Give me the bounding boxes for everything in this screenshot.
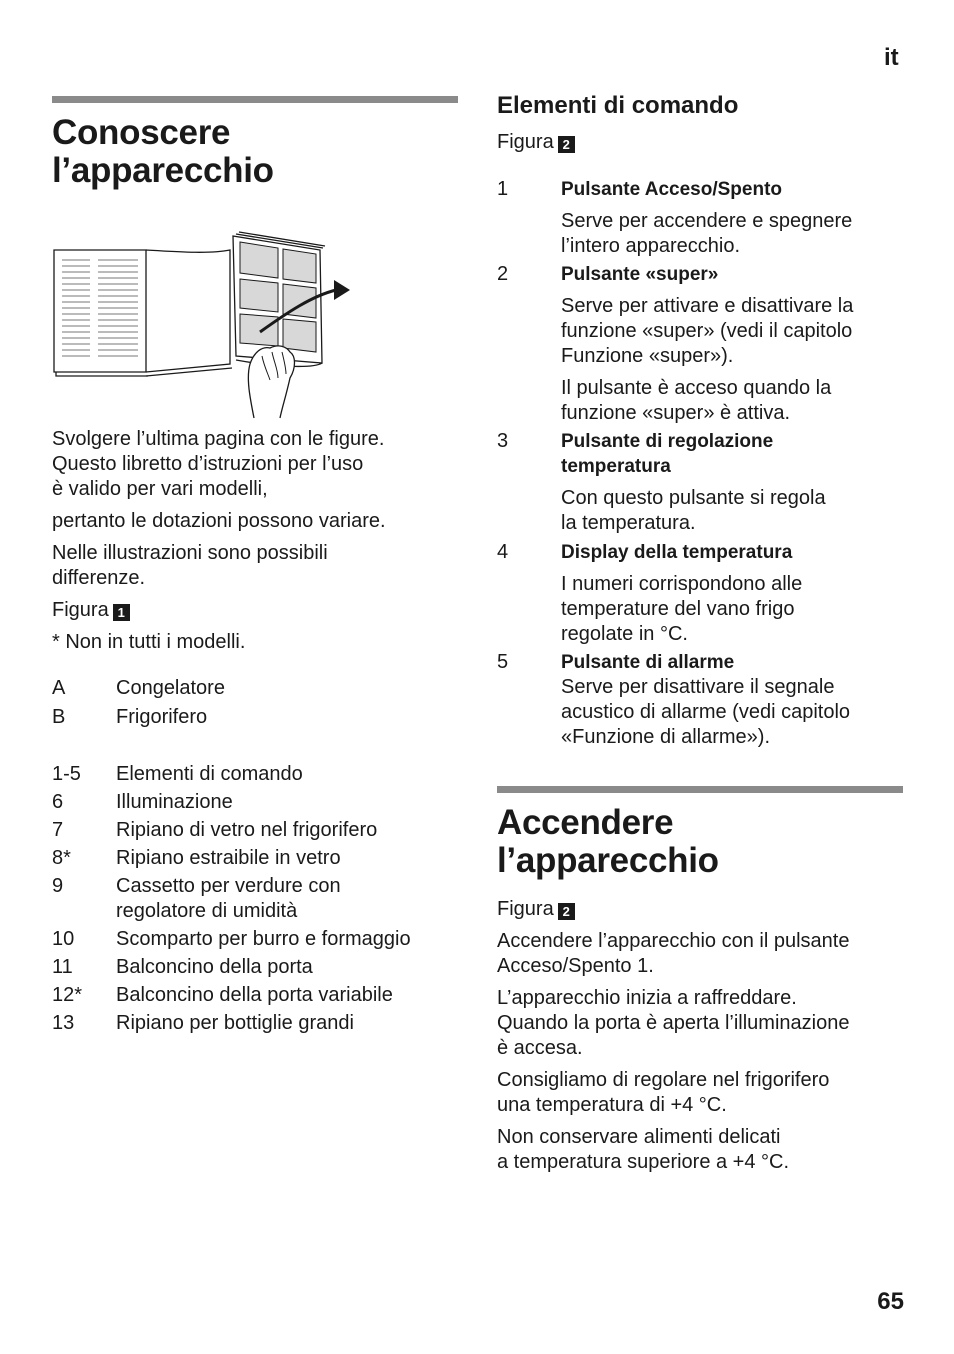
item-number: 5: [497, 651, 509, 673]
paragraph-line: una temperatura di +4 °C.: [497, 1094, 727, 1116]
switch-on-paragraph: [497, 1125, 907, 1175]
figure-number-badge: 2: [558, 903, 575, 920]
paragraph-line: Quando la porta è aperta l’illuminazione: [497, 1012, 850, 1034]
legend-row: [52, 705, 462, 734]
description-line: regolate in °C.: [561, 623, 688, 645]
intro-paragraph-2: pertanto le dotazioni possono variare.: [52, 510, 386, 532]
models-note: * Non in tutti i modelli.: [52, 631, 246, 653]
item-number: 1: [497, 178, 509, 200]
legend-key: 13: [52, 1012, 75, 1034]
section-title-conoscere: [52, 114, 274, 190]
legend-row: [52, 1011, 462, 1039]
legend-text: Balconcino della porta: [116, 956, 313, 978]
paragraph-line: Consigliamo di regolare nel frigorifero: [497, 1069, 830, 1091]
legend-row: [52, 818, 462, 846]
item-description-extra: [561, 376, 907, 426]
control-item-4: [497, 540, 907, 647]
paragraph-line: a temperatura superiore a +4 °C.: [497, 1151, 790, 1173]
item-title: Pulsante «super»: [561, 264, 719, 285]
control-item-2: [497, 262, 907, 426]
legend-key: 6: [52, 791, 64, 813]
legend-letters: [52, 676, 462, 734]
control-item-1: [497, 177, 907, 259]
legend-key: 1-5: [52, 763, 81, 785]
description-line: la temperatura.: [561, 512, 696, 534]
switch-on-paragraph: [497, 1068, 907, 1118]
legend-text: Frigorifero: [116, 706, 208, 728]
description-line: Funzione «super»).: [561, 345, 734, 367]
description-line: temperature del vano frigo: [561, 598, 795, 620]
item-title-line-2: temperatura: [561, 456, 671, 477]
section-rule-right: [497, 786, 903, 793]
legend-text: Cassetto per verdure con: [116, 875, 341, 897]
legend-row: [52, 762, 462, 790]
legend-row: [52, 899, 462, 927]
legend-text: Scomparto per burro e formaggio: [116, 928, 411, 950]
item-description: [561, 675, 907, 750]
control-item-5: [497, 650, 907, 750]
title-line-1: Accendere: [497, 803, 674, 842]
item-title: Display della temperatura: [561, 542, 793, 563]
description-line: funzione «super» è attiva.: [561, 402, 791, 424]
figura-label: Figura: [52, 599, 109, 621]
paragraph-line: è accesa.: [497, 1037, 583, 1059]
item-title: Pulsante di regolazione: [561, 431, 774, 452]
legend-text: Illuminazione: [116, 791, 233, 813]
figura-label: Figura: [497, 898, 554, 920]
legend-row: [52, 676, 462, 705]
item-description: [561, 572, 907, 647]
intro-line: è valido per vari modelli,: [52, 478, 268, 500]
paragraph-line: Non conservare alimenti delicati: [497, 1126, 781, 1148]
title-line-1: Conoscere: [52, 113, 231, 152]
legend-numbers: [52, 762, 462, 1039]
language-code: it: [884, 44, 899, 71]
paragraph-line: Accendere l’apparecchio con il pulsante: [497, 930, 850, 952]
description-line: Serve per disattivare il segnale: [561, 676, 835, 698]
legend-key: 8*: [52, 847, 71, 869]
item-number: 2: [497, 263, 509, 285]
intro-line: Questo libretto d’istruzioni per l’uso: [52, 453, 364, 475]
paragraph-line: Acceso/Spento 1.: [497, 955, 654, 977]
description-line: acustico di allarme (vedi capitolo: [561, 701, 851, 723]
item-title: Pulsante Acceso/Spento: [561, 179, 783, 200]
figure-number-badge: 1: [113, 604, 130, 621]
description-line: Il pulsante è acceso quando la: [561, 377, 832, 399]
legend-text: Balconcino della porta variabile: [116, 984, 393, 1006]
legend-text: regolatore di umidità: [116, 900, 298, 922]
page-number: 65: [877, 1288, 904, 1315]
description-line: l’intero apparecchio.: [561, 235, 740, 257]
section-title-accendere: [497, 804, 719, 880]
intro-line: differenze.: [52, 567, 146, 589]
intro-line: Nelle illustrazioni sono possibili: [52, 542, 328, 564]
section-rule-left: [52, 96, 458, 103]
legend-text: Ripiano per bottiglie grandi: [116, 1012, 354, 1034]
item-description: [561, 209, 907, 259]
intro-line: Svolgere l’ultima pagina con le figure.: [52, 428, 385, 450]
item-number: 3: [497, 430, 509, 452]
legend-key: 7: [52, 819, 64, 841]
figura-label: Figura: [497, 131, 554, 153]
subsection-title-elementi: Elementi di comando: [497, 92, 739, 119]
description-line: Serve per accendere e spegnere: [561, 210, 853, 232]
title-line-2: l’apparecchio: [497, 841, 719, 880]
legend-row: [52, 790, 462, 818]
legend-row: [52, 874, 462, 899]
legend-text: Elementi di comando: [116, 763, 303, 785]
legend-text: Congelatore: [116, 677, 225, 699]
legend-text: Ripiano estraibile in vetro: [116, 847, 341, 869]
title-line-2: l’apparecchio: [52, 151, 274, 190]
legend-key: 9: [52, 875, 64, 897]
legend-key: B: [52, 706, 66, 728]
description-line: Serve per attivare e disattivare la: [561, 295, 854, 317]
legend-text: Ripiano di vetro nel frigorifero: [116, 819, 378, 841]
legend-key: [52, 899, 116, 927]
open-manual-page-turn-illustration: [50, 228, 360, 420]
switch-on-paragraph: [497, 986, 907, 1061]
switch-on-paragraph: [497, 929, 907, 979]
description-line: Con questo pulsante si regola: [561, 487, 826, 509]
legend-row: [52, 846, 462, 874]
legend-key: 10: [52, 928, 75, 950]
item-title: Pulsante di allarme: [561, 652, 735, 673]
legend-row: [52, 955, 462, 983]
figure-number-badge: 2: [558, 136, 575, 153]
figura-reference-3: [497, 897, 575, 922]
control-item-3: [497, 429, 907, 536]
legend-row: [52, 983, 462, 1011]
description-line: funzione «super» (vedi il capitolo: [561, 320, 853, 342]
item-number: 4: [497, 541, 509, 563]
paragraph-line: L’apparecchio inizia a raffreddare.: [497, 987, 797, 1009]
legend-row: [52, 927, 462, 955]
figura-reference-1: [52, 598, 130, 623]
legend-key: A: [52, 677, 66, 699]
legend-key: 11: [52, 956, 73, 978]
item-description: [561, 486, 907, 536]
item-description: [561, 294, 907, 369]
description-line: I numeri corrispondono alle: [561, 573, 803, 595]
legend-key: 12*: [52, 984, 83, 1006]
description-line: «Funzione di allarme»).: [561, 726, 770, 748]
figura-reference-2: [497, 130, 575, 155]
